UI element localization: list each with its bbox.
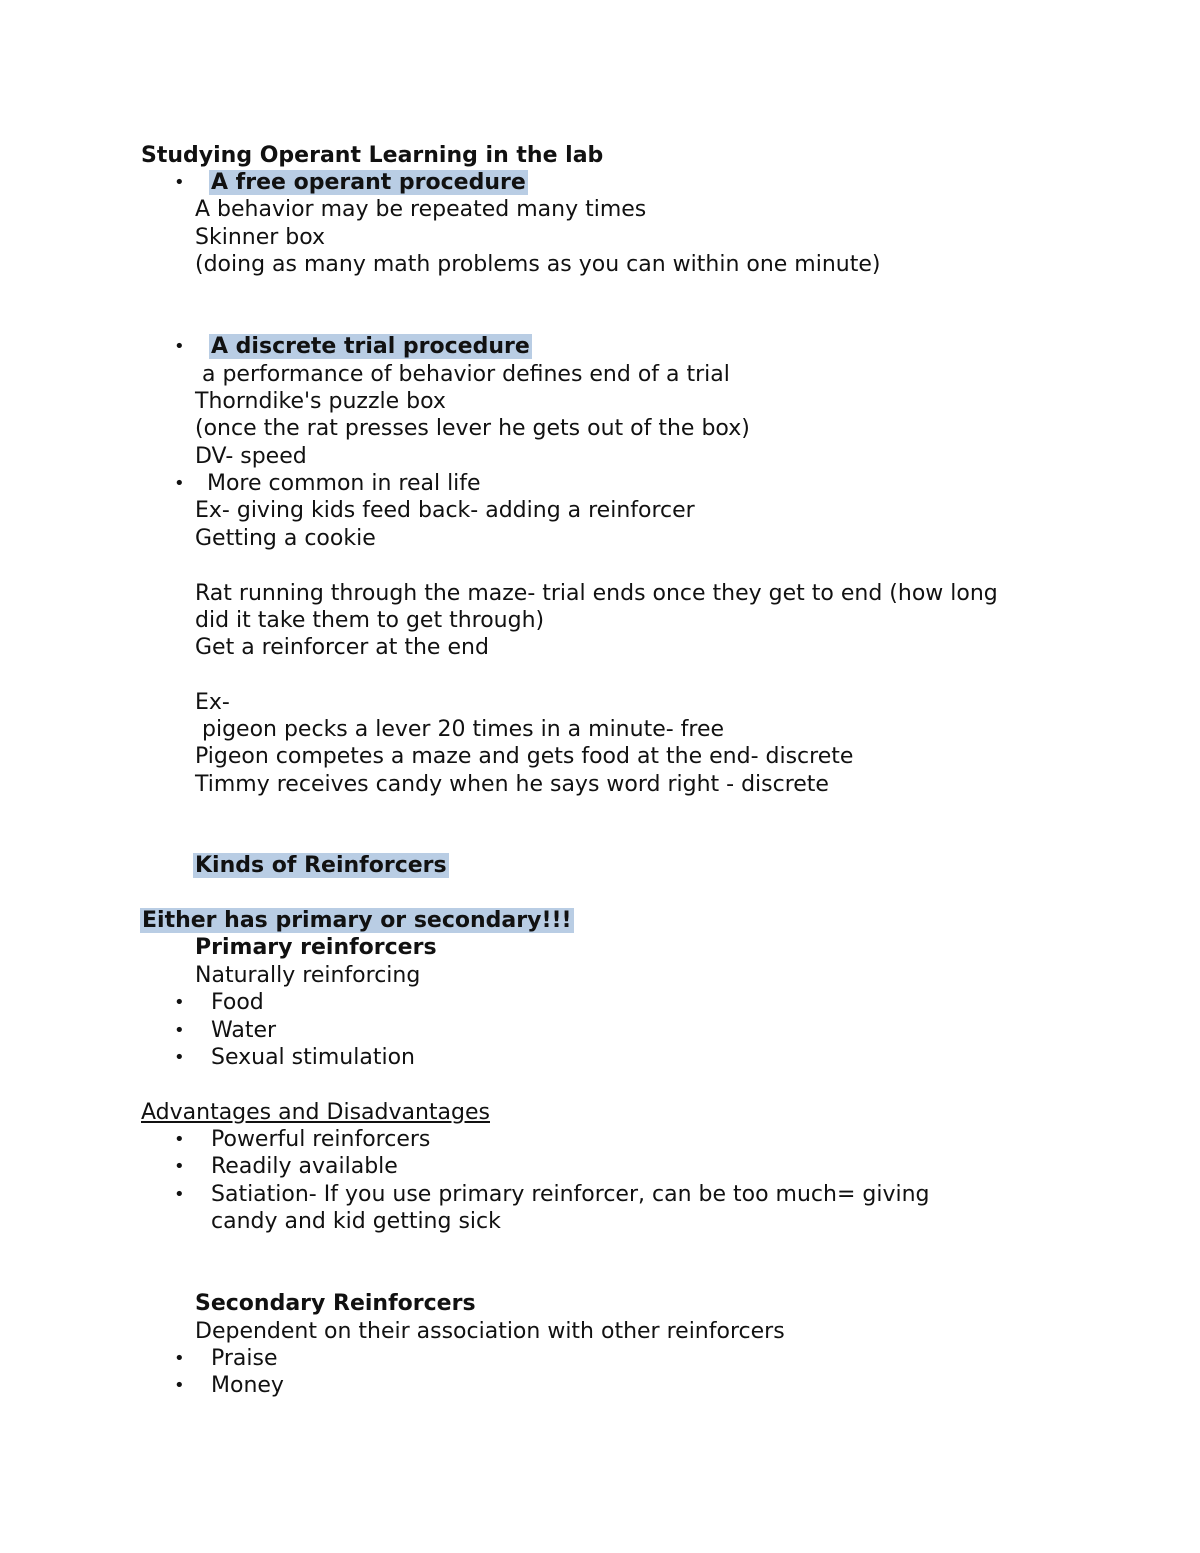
ex-line-3: Pigeon competes a maze and gets food at the end- discrete <box>195 744 854 769</box>
primary-heading: Primary reinforcers <box>195 935 437 960</box>
advantage-item-continuation: candy and kid getting sick <box>211 1209 501 1234</box>
bullet-icon: • <box>174 992 185 1013</box>
free-line-1: A behavior may be repeated many times <box>195 197 647 222</box>
bullet-icon: • <box>174 336 185 357</box>
discrete-line-2: Thorndike's puzzle box <box>195 389 446 414</box>
bullet-icon: • <box>174 1020 185 1041</box>
maze-line-2: did it take them to get through) <box>195 608 545 633</box>
maze-line-1: Rat running through the maze- trial ends once they get to end (how long <box>195 581 998 606</box>
discrete-line-1: a performance of behavior defines end of a trial <box>195 362 730 387</box>
primary-item: Sexual stimulation <box>211 1045 415 1070</box>
more-line-2: Getting a cookie <box>195 526 376 551</box>
page-title: Studying Operant Learning in the lab <box>141 143 604 168</box>
discrete-line-4: DV- speed <box>195 444 307 469</box>
secondary-item: Praise <box>211 1346 278 1371</box>
secondary-item: Money <box>211 1373 284 1398</box>
free-line-2: Skinner box <box>195 225 326 250</box>
kinds-heading: Kinds of Reinforcers <box>195 853 447 878</box>
either-heading: Either has primary or secondary!!! <box>142 908 572 933</box>
free-operant-heading: A free operant procedure <box>211 170 526 195</box>
free-line-3: (doing as many math problems as you can within one minute) <box>195 252 881 277</box>
bullet-icon: • <box>174 473 185 494</box>
advantage-item: Powerful reinforcers <box>211 1127 431 1152</box>
advantage-item: Readily available <box>211 1154 398 1179</box>
ex-line-4: Timmy receives candy when he says word right - discrete <box>195 772 829 797</box>
ex-line-1: Ex- <box>195 690 230 715</box>
more-common-item: More common in real life <box>200 471 481 496</box>
advantages-heading: Advantages and Disadvantages <box>141 1100 490 1125</box>
primary-desc: Naturally reinforcing <box>195 963 421 988</box>
advantage-item: Satiation- If you use primary reinforcer, can be too much= giving <box>211 1182 930 1207</box>
bullet-icon: • <box>174 1129 185 1150</box>
bullet-icon: • <box>174 1348 185 1369</box>
maze-line-3: Get a reinforcer at the end <box>195 635 489 660</box>
secondary-desc: Dependent on their association with other reinforcers <box>195 1319 785 1344</box>
more-line-1: Ex- giving kids feed back- adding a reinforcer <box>195 498 695 523</box>
bullet-icon: • <box>174 1184 185 1205</box>
primary-item: Water <box>211 1018 277 1043</box>
primary-item: Food <box>211 990 264 1015</box>
secondary-heading: Secondary Reinforcers <box>195 1291 476 1316</box>
bullet-icon: • <box>174 1156 185 1177</box>
discrete-trial-heading: A discrete trial procedure <box>211 334 530 359</box>
bullet-icon: • <box>174 1047 185 1068</box>
ex-line-2: pigeon pecks a lever 20 times in a minute- free <box>195 717 725 742</box>
bullet-icon: • <box>174 1375 185 1396</box>
discrete-line-3: (once the rat presses lever he gets out of the box) <box>195 416 750 441</box>
bullet-icon: • <box>174 172 185 193</box>
